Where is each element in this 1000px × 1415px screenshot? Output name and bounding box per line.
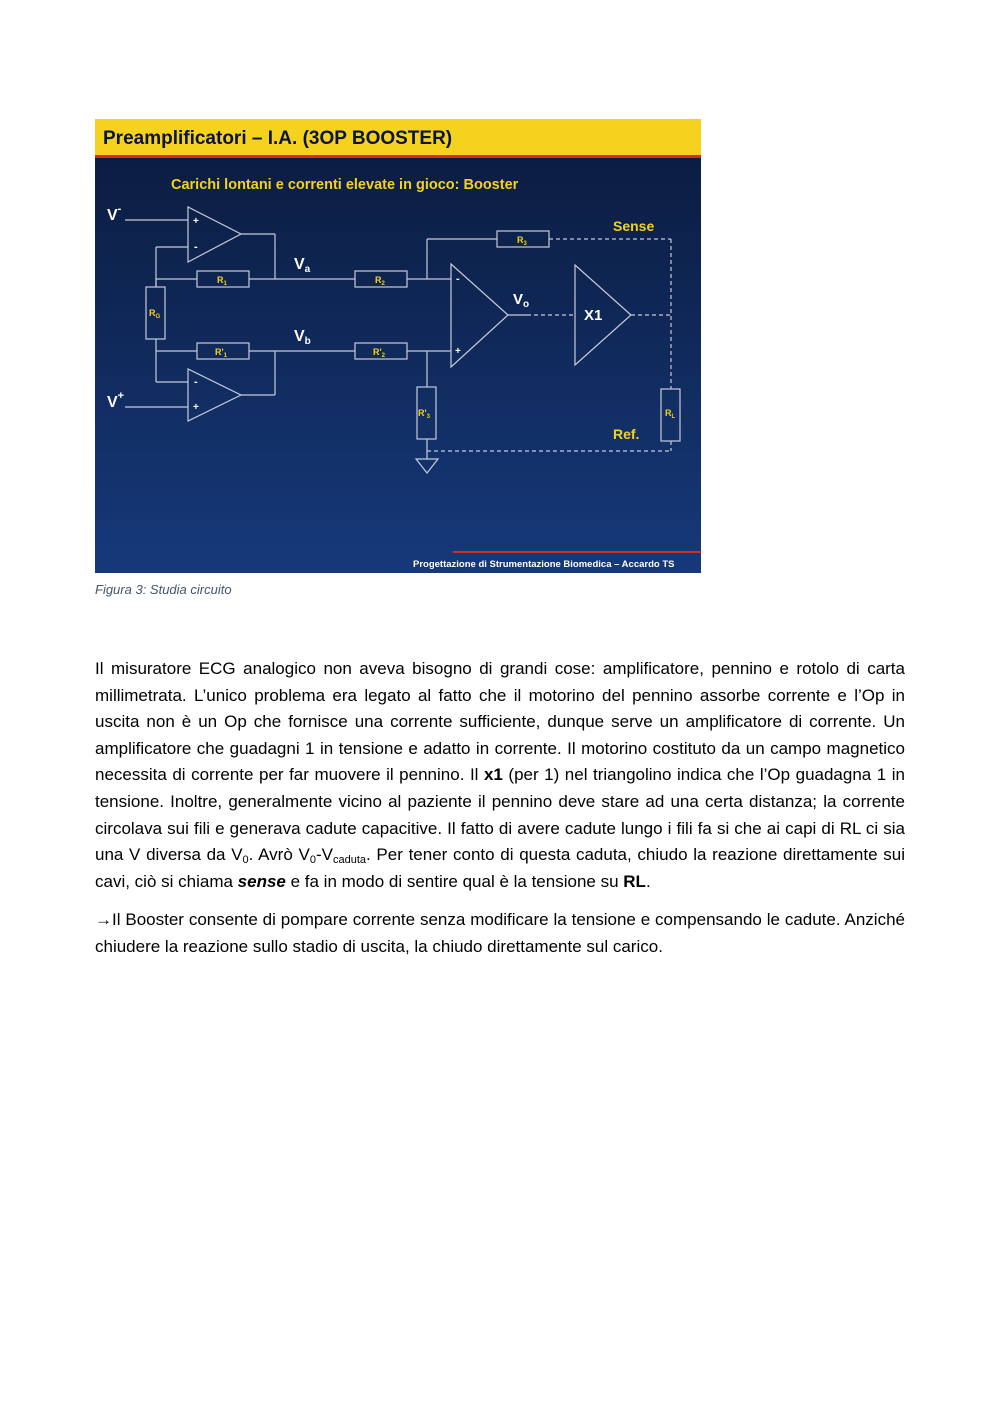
opamp-main-plus: + (455, 346, 461, 357)
opamp-bottom-plus: + (193, 402, 199, 413)
label-r3-prime: $R'_3$ (418, 408, 430, 420)
label-rg: $R_G$ (149, 308, 161, 320)
slide-subtitle: Carichi lontani e correnti elevate in gioco: Booster (171, 177, 519, 193)
label-x1: X1 (584, 307, 603, 324)
arrow-icon: → (95, 910, 112, 930)
opamp-top-plus: + (193, 216, 199, 227)
opamp-bottom-minus: - (194, 376, 198, 388)
footer-line (453, 551, 701, 553)
label-rl: $R_L$ (665, 408, 676, 420)
body-text (95, 656, 905, 973)
slide-footer: Progettazione di Strumentazione Biomedica – Accardo TS (413, 559, 675, 570)
label-v-plus: V+ (107, 390, 125, 411)
label-v-minus: V- (107, 203, 122, 224)
opamp-top-minus: - (194, 241, 198, 253)
label-r3: $R_3$ (517, 235, 527, 247)
label-sense: Sense (613, 218, 655, 234)
label-r1-prime: $R'_1$ (215, 347, 227, 359)
paragraph-1: Il misuratore ECG analogico non aveva bisogno di grandi cose: amplificatore, pennino e rotolo di carta millimetrata. L’unico problema era legato al fatto che il motorino del pennino assorbe corrente e l’Op in uscita non è un Op che fornisce una corrente sufficiente, dunque serve un amplificatore di corrente. Un amplificatore che guadagni 1 in tensione e adatto in corrente. Il motorino costituto da un campo magnetico necessita di corrente per far muovere il pennino. Il x1 (per 1) nel triangolino indica che l’Op guadagna 1 in tensione. Inoltre, generalmente vicino al paziente il pennino deve stare ad una certa distanza; la corrente circolava sui fili e generava cadute capacitive. Il fatto di avere cadute lungo i fili fa si che ai capi di RL ci sia una V diversa da $V_0$. Avrò $V_0-V_{caduta}$. Per tener conto di questa caduta, chiudo la reazione direttamente sui cavi, ciò si chiama sense e fa in modo di sentire qual è la tensione su RL. (95, 659, 905, 891)
label-ref: Ref. (613, 426, 640, 442)
circuit-diagram (95, 119, 701, 573)
opamp-main-minus: - (456, 273, 460, 285)
figure-caption: Figura 3: Studia circuito (95, 582, 232, 597)
paragraph-2: →Il Booster consente di pompare corrente senza modificare la tensione e compensando le cadute. Anziché chiudere la reazione sullo stadio di uscita, la chiudo direttamente sul carico. (95, 910, 905, 956)
label-r2-prime: $R'_2$ (373, 347, 385, 359)
title-underline (95, 155, 701, 158)
slide-title: Preamplificatori – I.A. (3OP BOOSTER) (103, 128, 453, 149)
label-r2: $R_2$ (375, 275, 385, 287)
label-vb: Vb (294, 328, 311, 347)
label-r1: $R_1$ (217, 275, 227, 287)
label-vo: $V_o$ (513, 291, 530, 310)
circuit-slide-figure (95, 119, 701, 573)
label-va: Va (294, 256, 311, 275)
